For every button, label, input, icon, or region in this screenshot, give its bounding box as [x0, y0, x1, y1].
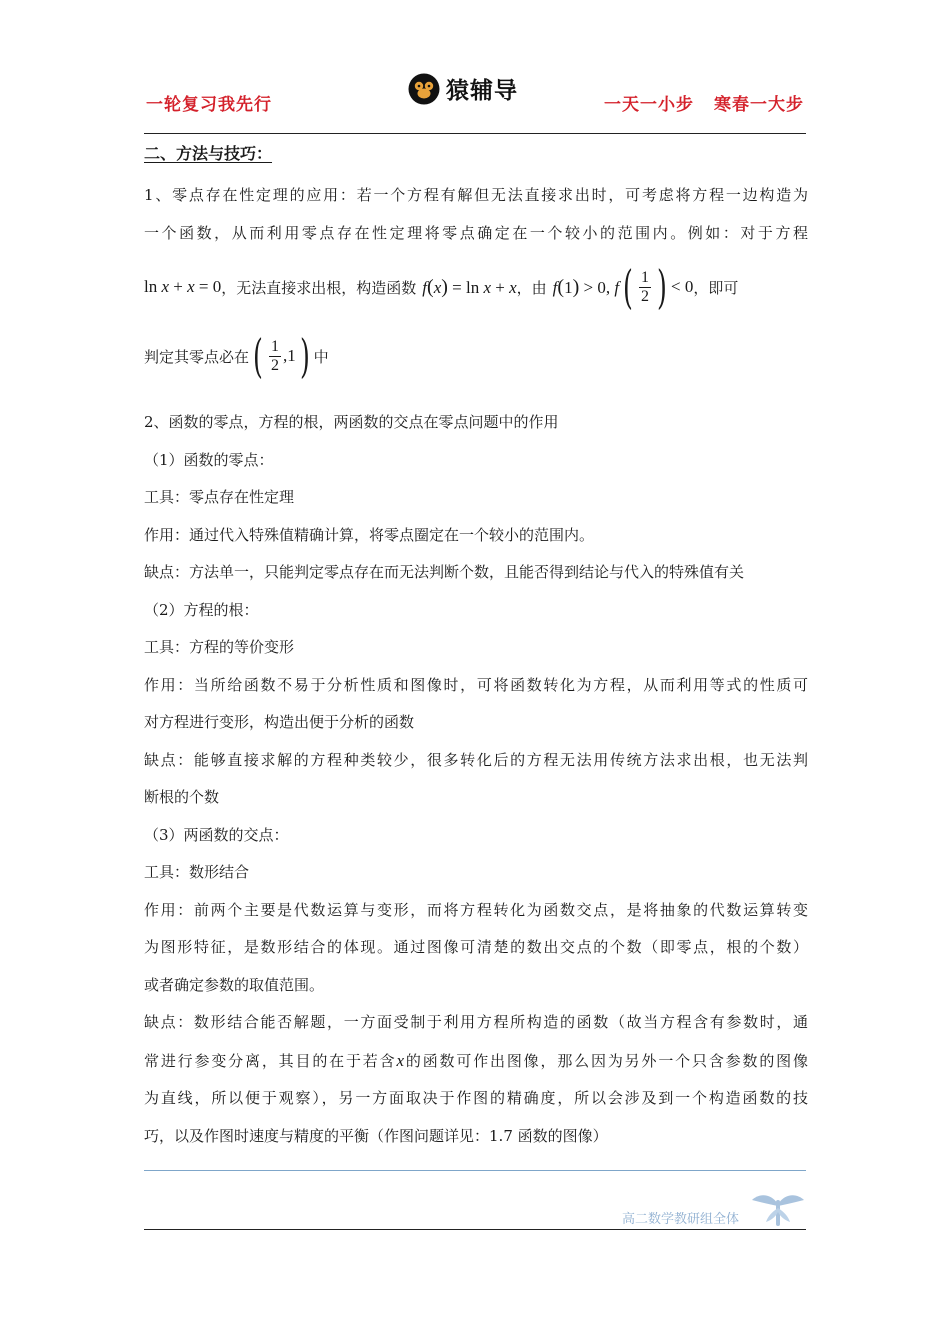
section-title: 二、方法与技巧：: [144, 144, 273, 163]
header-right-slogan: [604, 90, 804, 115]
paragraph-2: 2、函数的零点，方程的根，两函数的交点在零点问题中的作用: [144, 413, 559, 431]
formula-text-3: ，即可: [693, 278, 739, 297]
subsection-2-use-line-2: 对方程进行变形，构造出便于分析的函数: [144, 713, 415, 731]
paragraph-1-line-1: 1、零点存在性定理的应用：若一个方程有解但无法直接求出时，可考虑将方程一边构造为: [144, 186, 808, 204]
equation-ln: ln x + x = 0: [144, 277, 222, 296]
interval-text-post: 中: [313, 347, 329, 366]
subsection-1-tool: 工具：零点存在性定理: [144, 488, 295, 506]
interval-right-endpoint: ,1: [282, 346, 296, 365]
subsection-2-tool: 工具：方程的等价变形: [144, 638, 295, 656]
condition-f1: f(1) > 0, f: [552, 275, 620, 298]
subsection-3-con-line-1: 缺点：数形结合能否解题，一方面受制于利用方程所构造的函数（故当方程含有参数时，通: [144, 1013, 808, 1031]
fraction-half: $\frac{1}{2}$: [641, 268, 650, 305]
footer-text: 高二数学教研组全体: [622, 1212, 740, 1227]
subsection-3-con-line-3: 为直线，所以便于观察），另一方面取决于作图的精确度，所以会涉及到一个构造函数的技: [144, 1089, 808, 1107]
subsection-2-con-line-1: 缺点：能够直接求解的方程种类较少，很多转化后的方程无法用传统方法求出根，也无法判: [144, 750, 808, 769]
footer-blue-rule: [144, 1170, 806, 1171]
footer-rule: [144, 1229, 806, 1230]
subsection-3-use-line-1: 作用：前两个主要是代数运算与变形，而将方程转化为函数交点，是将抽象的代数运算转变: [144, 900, 808, 919]
subsection-3-con-line-4: 巧，以及作图时速度与精度的平衡（作图问题详见：1.7 函数的图像）: [144, 1126, 608, 1145]
subsection-2-con-line-2: 断根的个数: [144, 788, 220, 806]
subsection-1-title: （1）函数的零点：: [144, 450, 274, 469]
variable-x: x: [396, 1050, 405, 1070]
condition-less-zero: < 0: [670, 277, 694, 296]
interval-text-pre: 判定其零点必在: [144, 347, 250, 366]
subsection-1-con: 缺点：方法单一，只能判定零点存在而无法判断个数，且能否得到结论与代入的特殊值有关: [144, 563, 745, 581]
header-slogan-b: 寒春一大步: [714, 95, 804, 115]
subsection-2-use-line-1: 作用：当所给函数不易于分析性质和图像时，可将函数转化为方程，从而利用等式的性质可: [144, 675, 808, 694]
header-slogan-a: 一天一小步: [604, 95, 694, 115]
subsection-3-con-line-2: 常进行参变分离，其目的在于若含x的函数可作出图像，那么因为另外一个只含参数的图像: [144, 1050, 808, 1070]
monkey-logo-icon: [408, 73, 440, 105]
subsection-3-tool: 工具：数形结合: [144, 863, 250, 881]
paragraph-1-line-2: 一个函数，从而利用零点存在性定理将零点确定在一个较小的范围内。例如：对于方程: [144, 223, 808, 242]
function-definition: f(x) = ln x + x: [422, 275, 517, 298]
brand-logo: [408, 72, 518, 105]
formula-text-1: ，无法直接求出根，构造函数: [221, 278, 417, 297]
subsection-3-use-line-2: 为图形特征，是数形结合的体现。通过图像可清楚的数出交点的个数（即零点，根的个数）: [144, 938, 808, 956]
main-content: [144, 142, 808, 1155]
formula-text-2: ，由: [516, 278, 547, 297]
subsection-1-use: 作用：通过代入特殊值精确计算，将零点圈定在一个较小的范围内。: [144, 525, 595, 544]
subsection-3-use-line-3: 或者确定参数的取值范围。: [144, 975, 325, 994]
subsection-2-title: （2）方程的根：: [144, 600, 259, 619]
formula-line: ln x + x = 0 ，无法直接求出根，构造函数 f(x) = ln x + x ，由 f(1) > 0, f ( $\frac{1}{2}$ ) < 0 ，即可: [144, 260, 739, 314]
brand-name: 猿辅导: [446, 78, 518, 104]
header-rule: [144, 133, 806, 134]
subsection-3-title: （3）两函数的交点：: [144, 825, 289, 844]
interval-line: 判定其零点必在 ( $\frac{1}{2}$ ,1 ) 中: [144, 329, 329, 383]
header-left-slogan: 一轮复习我先行: [146, 95, 272, 115]
sprout-logo-icon: [750, 1186, 806, 1226]
fraction-half-interval: $\frac{1}{2}$: [270, 337, 279, 374]
